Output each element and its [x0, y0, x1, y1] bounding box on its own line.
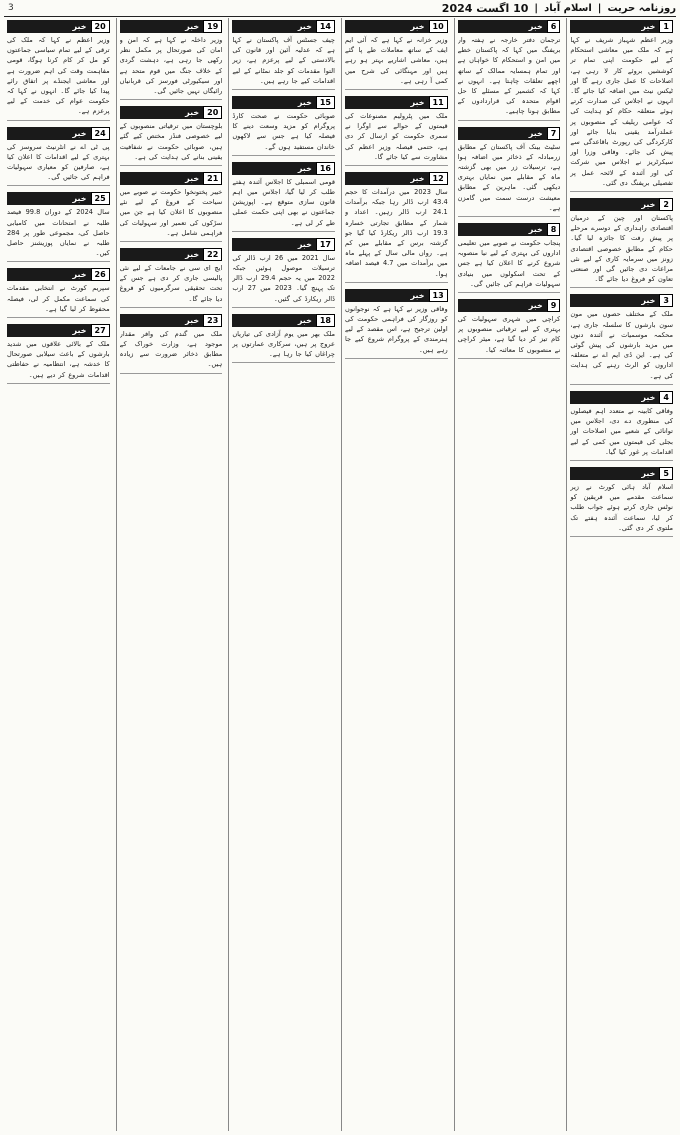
article-label: خبر — [528, 225, 543, 235]
article-tag — [120, 314, 223, 327]
article-label: خبر — [641, 200, 656, 210]
article-tag — [7, 324, 110, 337]
article-body: خیبر پختونخوا حکومت نے صوبے میں سیاحت کے فروغ کے لیے نئے منصوبوں کا اعلان کیا ہے جن میں سڑکوں کی تعمیر اور سہولیات کی فراہمی شامل ہے۔ — [119, 188, 223, 237]
article-number: 5 — [659, 467, 673, 480]
article-tag — [570, 20, 673, 33]
news-article — [458, 125, 561, 217]
article-number: 23 — [203, 314, 222, 327]
article-body: ترجمان دفتر خارجہ نے ہفتہ وار بریفنگ میں کہا کہ پاکستان خطے میں امن و استحکام کا خواہاں ہے اور تمام ہمسایہ ممالک کے ساتھ اچھے تعلقات چاہتا ہے۔ انہوں نے کہا کہ کشمیر کے مسئلے کا حل اقوام متحدہ کی قراردادوں کے مطابق ہونا چاہیے۔ — [457, 36, 561, 116]
news-article — [345, 170, 448, 283]
article-tag — [458, 127, 561, 140]
article-body: ملک کے مختلف حصوں میں مون سون بارشوں کا سلسلہ جاری ہے، محکمہ موسمیات نے آئندہ دنوں میں مزید بارشوں کی پیش گوئی کی ہے۔ این ڈی ایم اے نے متعلقہ اداروں کو الرٹ رہنے کی ہدایت کی ہے۔ — [570, 310, 673, 380]
article-number: 19 — [203, 20, 222, 33]
article-number: 14 — [316, 20, 335, 33]
article-body: بلوچستان میں ترقیاتی منصوبوں کے لیے خصوصی فنڈز مختص کیے گئے ہیں، صوبائی حکومت نے شفافیت یقینی بنانے کی ہدایت کی ہے۔ — [119, 122, 223, 161]
news-column — [566, 18, 676, 1131]
article-number: 18 — [316, 314, 335, 327]
article-label: خبر — [185, 22, 200, 31]
article-label: خبر — [410, 22, 425, 31]
news-article — [570, 389, 673, 461]
article-number: 10 — [429, 20, 448, 33]
article-number: 2 — [659, 198, 673, 211]
article-tag — [232, 162, 335, 175]
article-label: خبر — [641, 296, 656, 306]
article-body: صوبائی حکومت نے صحت کارڈ پروگرام کو مزید وسعت دینے کا فیصلہ کیا ہے جس سے لاکھوں خاندان مستفید ہوں گے۔ — [232, 112, 335, 151]
news-columns — [4, 18, 676, 1131]
article-tag — [345, 289, 448, 302]
city-name: اسلام آباد — [544, 2, 592, 14]
article-number: 3 — [659, 294, 673, 307]
news-article — [232, 312, 335, 364]
article-tag — [232, 96, 335, 109]
news-article — [120, 104, 223, 166]
article-label: خبر — [528, 128, 543, 138]
article-body: وفاقی وزیر نے کہا ہے کہ نوجوانوں کو روزگار کی فراہمی حکومت کی اولین ترجیح ہے، اس مقصد کے لیے ہنرمندی کے پروگرام شروع کیے جا رہے ہیں۔ — [344, 304, 448, 354]
article-body: سال 2024 کے دوران 99.8 فیصد طلبہ نے امتحانات میں کامیابی حاصل کی، مجموعی طور پر 284 طلبہ نے نمایاں پوزیشنز حاصل کیں۔ — [6, 208, 110, 258]
article-label: خبر — [72, 128, 87, 138]
issue-date: 10 اگست 2024 — [441, 1, 529, 15]
article-tag — [458, 299, 561, 312]
article-label: خبر — [297, 22, 312, 31]
article-number: 24 — [91, 127, 110, 140]
article-tag — [232, 238, 335, 251]
article-tag — [570, 294, 673, 307]
news-column — [341, 18, 451, 1131]
article-body: قومی اسمبلی کا اجلاس آئندہ ہفتے طلب کر لیا گیا، اجلاس میں اہم قانون سازی متوقع ہے۔ اپوزیشن جماعتوں نے بھی اپنی حکمت عملی طے کر لی ہے۔ — [232, 177, 335, 227]
news-article — [345, 287, 448, 359]
article-tag — [120, 20, 223, 33]
article-tag — [458, 223, 561, 236]
news-article — [570, 18, 673, 192]
article-tag — [120, 106, 223, 119]
article-body: چیف جسٹس آف پاکستان نے کہا ہے کہ عدلیہ آئین اور قانون کی بالادستی کے لیے پرعزم ہے، زیر التوا مقدمات کو جلد نمٹانے کے لیے اقدامات کیے جا رہے ہیں۔ — [232, 36, 335, 85]
article-label: خبر — [72, 270, 87, 280]
news-column — [4, 18, 113, 1131]
article-number: 16 — [316, 162, 335, 175]
news-article — [345, 18, 448, 90]
news-article — [232, 160, 335, 232]
article-label: خبر — [410, 290, 425, 300]
article-tag — [345, 96, 448, 109]
article-label: خبر — [641, 392, 656, 402]
article-tag — [570, 467, 673, 480]
news-article — [7, 190, 110, 262]
article-body: سٹیٹ بینک آف پاکستان کے مطابق زرمبادلہ کے ذخائر میں اضافہ ہوا ہے، ترسیلات زر میں بھی گزشتہ ماہ کے مقابلے میں نمایاں بہتری دیکھی گئی۔ ماہرین کے مطابق معیشت درست سمت میں گامزن ہے۔ — [457, 142, 561, 212]
news-article — [7, 266, 110, 318]
news-article — [120, 312, 223, 374]
article-body: ملک میں پٹرولیم مصنوعات کی قیمتوں کے حوالے سے اوگرا نے سمری حکومت کو ارسال کر دی ہے، حتمی فیصلہ وزیر اعظم کی مشاورت سے کیا جائے گا۔ — [344, 112, 448, 161]
article-label: خبر — [528, 22, 543, 31]
article-number: 8 — [547, 223, 561, 236]
article-body: اسلام آباد ہائی کورٹ نے زیر سماعت مقدمے میں فریقین کو نوٹس جاری کرتے ہوئے جواب طلب کر لیا، سماعت آئندہ ہفتے تک ملتوی کر دی گئی۔ — [570, 482, 673, 532]
news-article — [570, 465, 673, 537]
page-header — [4, 0, 676, 17]
article-label: خبر — [185, 250, 200, 260]
article-tag — [120, 172, 223, 185]
article-label: خبر — [185, 174, 200, 184]
article-body: وفاقی کابینہ نے متعدد اہم فیصلوں کی منظوری دے دی، اجلاس میں توانائی کے شعبے میں اصلاحات اور بجلی کی قیمتوں میں کمی کے لیے اقدامات پر غور کیا گیا۔ — [570, 406, 673, 456]
article-body: سال 2021 میں 26 ارب ڈالر کی ترسیلات موصول ہوئیں جبکہ 2022 میں یہ حجم 29.4 ارب ڈالر تک پہنچ گیا۔ 2023 میں 27 ارب ڈالر ریکارڈ کی گئیں۔ — [232, 253, 335, 303]
news-column — [116, 18, 226, 1131]
news-article — [458, 18, 561, 121]
article-label: خبر — [297, 163, 312, 173]
article-number: 25 — [91, 192, 110, 205]
masthead: روزنامہ حریت | اسلام آباد | 10 اگست 2024 — [441, 1, 676, 15]
article-body: کراچی میں شہری سہولیات کی بہتری کے لیے ترقیاتی منصوبوں پر کام تیز کر دیا گیا ہے، میئر کراچی نے منصوبوں کا معائنہ کیا۔ — [457, 315, 561, 354]
article-body: ملک کے بالائی علاقوں میں شدید بارشوں کے باعث سیلابی صورتحال کا خدشہ ہے، انتظامیہ نے حفاظتی اقدامات شروع کر دیے ہیں۔ — [6, 340, 110, 379]
news-article — [120, 246, 223, 308]
article-label: خبر — [297, 98, 312, 108]
news-article — [345, 94, 448, 166]
article-label: خبر — [72, 194, 87, 204]
article-body: پاکستان اور چین کے درمیان اقتصادی راہداری کے دوسرے مرحلے پر پیش رفت کا جائزہ لیا گیا۔ حکام کے مطابق خصوصی اقتصادی زونز میں سرمایہ کاری کے لیے نئی مراعات دی جائیں گی اور صنعتی تعاون کو فروغ دیا جائے گا۔ — [570, 214, 673, 284]
article-number: 15 — [316, 96, 335, 109]
article-label: خبر — [528, 301, 543, 311]
article-tag — [458, 20, 561, 33]
article-tag — [7, 192, 110, 205]
news-article — [458, 221, 561, 293]
article-tag — [7, 127, 110, 140]
article-label: خبر — [641, 468, 656, 478]
news-column — [454, 18, 564, 1131]
article-number: 4 — [659, 391, 673, 404]
article-body: سال 2023 میں درآمدات کا حجم 43.4 ارب ڈالر رہا جبکہ برآمدات 24.1 ارب ڈالر رہیں۔ اعداد و شمار کے مطابق تجارتی خسارہ 19.3 ارب ڈالر ریکارڈ کیا گیا جو گزشتہ برس کے مقابلے میں کم ہے۔ رواں مالی سال کے پہلے ماہ میں برآمدات میں 4.7 فیصد اضافہ ہوا۔ — [344, 188, 448, 278]
article-body: پی ٹی اے نے انٹرنیٹ سروسز کی بہتری کے لیے اقدامات کا اعلان کیا ہے، صارفین کو معیاری سہولیات فراہم کی جائیں گی۔ — [6, 142, 110, 182]
article-tag — [570, 391, 673, 404]
article-tag — [345, 172, 448, 185]
article-number: 20 — [203, 106, 222, 119]
article-number: 6 — [547, 20, 561, 33]
article-body: ایچ ای سی نے جامعات کے لیے نئی پالیسی جاری کر دی ہے جس کے تحت تحقیقی سرگرمیوں کو فروغ دیا جائے گا۔ — [119, 264, 223, 303]
article-label: خبر — [410, 174, 425, 184]
article-body: وزیر اعظم شہباز شریف نے کہا ہے کہ ملک میں معاشی استحکام کے لیے حکومت اپنی تمام تر کوششیں بروئے کار لا رہی ہے، اصلاحات کا عمل جاری رہے گا اور ٹیکس نیٹ میں اضافہ کیا جائے گا۔ انہوں نے اجلاس کی صدارت کرتے ہوئے متعلقہ حکام کو ہدایت کی کہ عوامی ریلیف کے منصوبوں پر عملدرآمد یقینی بنایا جائے اور کارکردگی کی رپورٹ باقاعدگی سے پیش کی جائے۔ وفاقی وزرا اور سیکرٹریز نے اجلاس میں شرکت کی اور آئندہ کے لائحہ عمل پر تفصیلی بریفنگ دی گئی۔ — [570, 36, 673, 187]
article-number: 13 — [429, 289, 448, 302]
article-tag — [120, 248, 223, 261]
article-number: 17 — [316, 238, 335, 251]
news-article — [7, 322, 110, 384]
article-tag — [232, 314, 335, 327]
article-number: 27 — [91, 324, 110, 337]
article-label: خبر — [297, 315, 312, 325]
article-tag — [232, 20, 335, 33]
article-number: 9 — [547, 299, 561, 312]
article-body: ملک میں گندم کی وافر مقدار موجود ہے، وزارت خوراک کے مطابق ذخائر ضرورت سے زیادہ ہیں۔ — [119, 329, 223, 369]
news-article — [570, 196, 673, 288]
article-tag — [7, 268, 110, 281]
article-label: خبر — [72, 326, 87, 336]
article-label: خبر — [185, 108, 200, 118]
article-body: وزیر داخلہ نے کہا ہے کہ امن و امان کی صورتحال پر مکمل نظر رکھی جا رہی ہے، دہشت گردی کے خلاف جنگ میں قوم متحد ہے اور سیکیورٹی فورسز کی قربانیاں رائیگاں نہیں جائیں گی۔ — [119, 36, 223, 96]
article-body: وزیر خزانہ نے کہا ہے کہ آئی ایم ایف کے ساتھ معاملات طے پا گئے ہیں، معاشی اشاریے بہتر ہو رہے ہیں اور مہنگائی کی شرح میں کمی آ رہی ہے۔ — [344, 36, 448, 85]
news-article — [7, 125, 110, 187]
news-article — [232, 236, 335, 308]
article-tag — [345, 20, 448, 33]
page-number: 3 — [8, 3, 14, 13]
news-article — [570, 292, 673, 384]
news-article — [458, 297, 561, 359]
article-number: 11 — [429, 96, 448, 109]
article-label: خبر — [185, 315, 200, 325]
article-label: خبر — [410, 98, 425, 108]
article-label: خبر — [641, 22, 656, 31]
article-body: ملک بھر میں یوم آزادی کی تیاریاں عروج پر ہیں، سرکاری عمارتوں پر چراغاں کیا جا رہا ہے۔ — [232, 329, 335, 359]
article-label: خبر — [297, 239, 312, 249]
article-number: 1 — [659, 20, 673, 33]
article-label: خبر — [72, 22, 87, 31]
news-article — [120, 18, 223, 100]
article-body: پنجاب حکومت نے صوبے میں تعلیمی اداروں کی بہتری کے لیے نیا منصوبہ شروع کرنے کا اعلان کیا ہے جس کے تحت اسکولوں میں بنیادی سہولیات فراہم کی جائیں گی۔ — [457, 239, 561, 288]
news-article — [120, 170, 223, 242]
article-tag — [7, 20, 110, 33]
newspaper-name: روزنامہ حریت — [607, 2, 676, 14]
article-number: 20 — [91, 20, 110, 33]
article-number: 26 — [91, 268, 110, 281]
article-number: 7 — [547, 127, 561, 140]
article-number: 22 — [203, 248, 222, 261]
news-column — [228, 18, 338, 1131]
article-tag — [570, 198, 673, 211]
news-article — [232, 94, 335, 156]
news-article — [232, 18, 335, 90]
article-body: وزیر اعظم نے کہا کہ ملک کی ترقی کے لیے تمام سیاسی جماعتوں کو مل کر کام کرنا ہوگا، قومی مفاہمت وقت کی اہم ضرورت ہے اور معاشی ایجنڈے پر اتفاق رائے پیدا کیا جائے گا۔ انہوں نے کہا کہ حکومت عوام کی خدمت کے لیے پرعزم ہے۔ — [6, 36, 110, 116]
article-number: 12 — [429, 172, 448, 185]
news-article — [7, 18, 110, 121]
article-body: سپریم کورٹ نے انتخابی مقدمات کی سماعت مکمل کر لی، فیصلہ محفوظ کر لیا گیا ہے۔ — [6, 284, 110, 313]
article-number: 21 — [203, 172, 222, 185]
